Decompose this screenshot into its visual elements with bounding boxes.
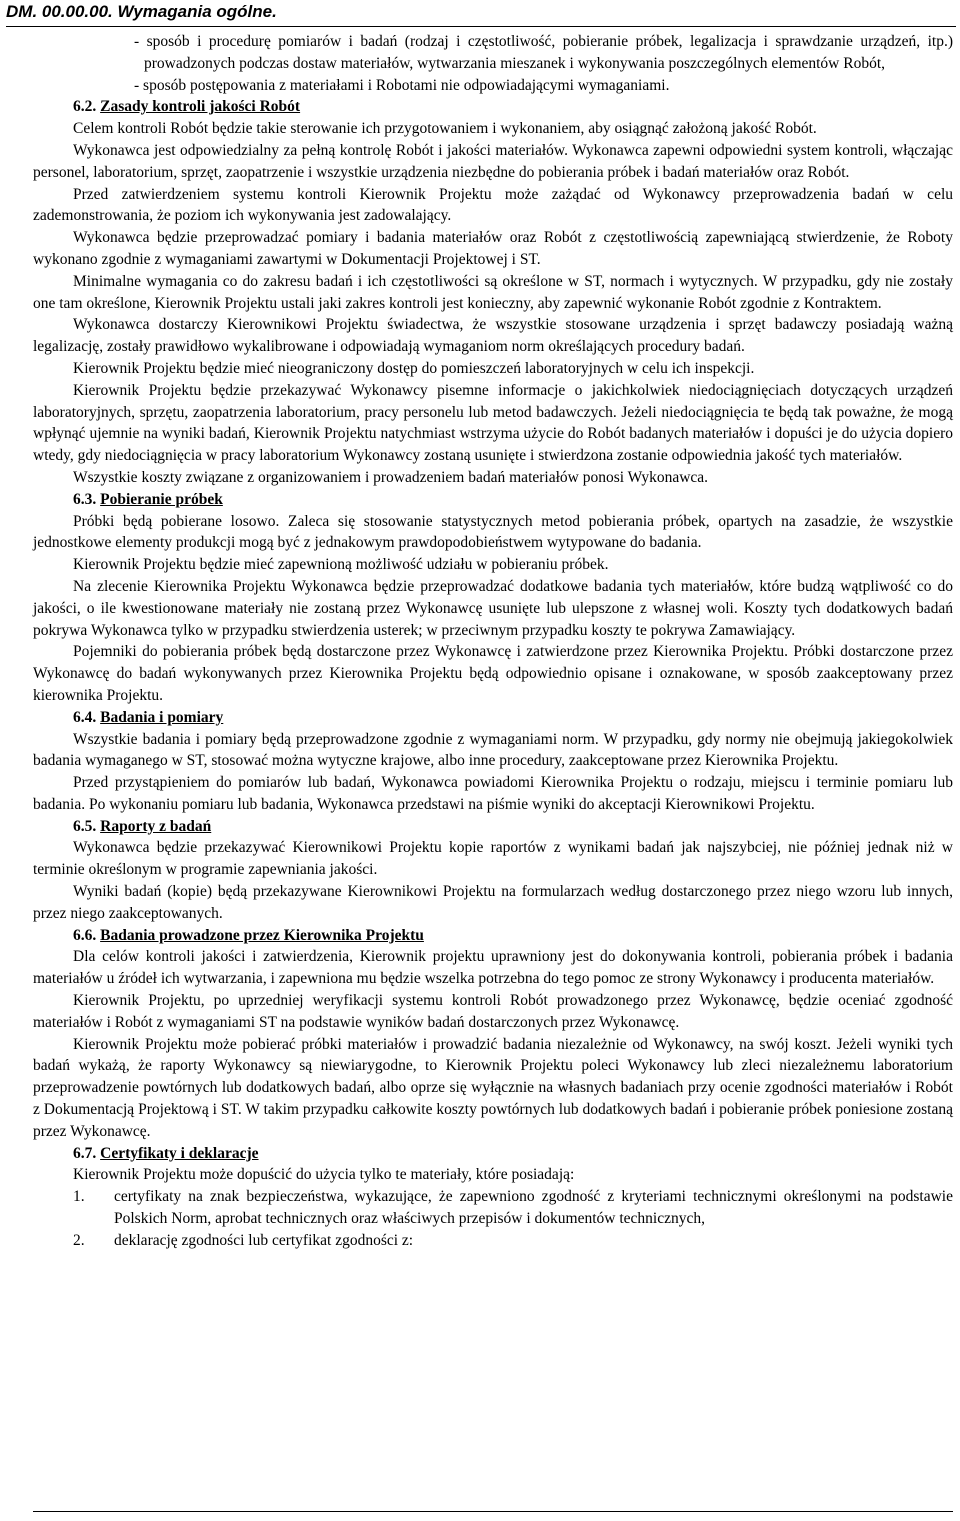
bullet-item: - sposób postępowania z materiałami i Robotami nie odpowiadającymi wymaganiami. xyxy=(134,76,670,94)
list-item xyxy=(33,1186,953,1230)
section-6-6 xyxy=(33,925,953,1143)
section-heading xyxy=(33,816,953,838)
section-6-2 xyxy=(33,96,953,488)
numbered-list xyxy=(33,1186,953,1251)
document-body xyxy=(33,31,953,1252)
section-6-5 xyxy=(33,816,953,925)
paragraph: Wszystkie badania i pomiary będą przeprowadzone zgodnie z wymaganiami norm. W przypadku, gdy normy nie obejmują jakiegokolwiek badania wymaganego w ST, stosować można wytyczne krajowe, albo inne procedury, zaakceptowane przez Kierownika Projektu. xyxy=(33,730,953,770)
section-title: Badania prowadzone przez Kierownika Projektu xyxy=(100,926,424,944)
paragraph: Próbki będą pobierane losowo. Zaleca się stosowanie statystycznych metod pobierania próbek, opartych na zasadzie, że wszystkie jednostkowe elementy produkcji mogą być z jednakowym prawdopodobieństwem wytypowane do badania. xyxy=(33,512,953,552)
section-title: Badania i pomiary xyxy=(100,708,224,726)
section-number: 6.4. xyxy=(73,708,97,726)
bullet-item: - sposób i procedurę pomiarów i badań (rodzaj i częstotliwość, pobieranie próbek, legalizacja i sprawdzanie urządzeń, itp.) prowadzonych podczas dostaw materiałów, wytwarzania mieszanek i wykonywania poszczególnych elementów Robót, xyxy=(134,33,953,72)
section-6-3 xyxy=(33,489,953,707)
paragraph: Kierownik Projektu może pobierać próbki materiałów i prowadzić badania niezależnie od Wykonawcy, na swój koszt. Jeżeli wyniki tych badań wykażą, że raporty Wykonawcy są niewiarygodne, to Kierownik Projektu poleci Wykonawcy lub zleci niezależnemu laboratorium przeprowadzenie powtórnych lub dodatkowych badań, albo oprze się wyłącznie na własnych badaniach przy ocenie zgodności materiałów i Robót z Dokumentacją Projektową i ST. W takim przypadku całkowite koszty powtórnych lub dodatkowych badań i pobieranie próbek poniesione zostaną przez Wykonawcę. xyxy=(33,1035,953,1140)
paragraph: Wykonawca jest odpowiedzialny za pełną kontrolę Robót i jakości materiałów. Wykonawca zapewni odpowiedni system kontroli, włączając personel, laboratorium, sprzęt, zaopatrzenie i wszystkie urządzenia niezbędne do pobierania próbek i badań materiałów oraz Robót. xyxy=(33,141,953,181)
section-heading xyxy=(33,925,953,947)
paragraph: Wszystkie koszty związane z organizowaniem i prowadzeniem badań materiałów ponosi Wykonawca. xyxy=(73,468,709,486)
section-6-4 xyxy=(33,707,953,816)
paragraph: Minimalne wymagania co do zakresu badań i ich częstotliwości są określone w ST, normach i wytycznych. W przypadku, gdy nie zostały one tam określone, Kierownik Projektu ustali jaki zakres kontroli jest konieczny, aby zapewnić wykonanie Robót zgodnie z Kontraktem. xyxy=(33,272,953,312)
section-6-7 xyxy=(33,1143,953,1252)
section-heading xyxy=(33,1143,953,1165)
paragraph: Wykonawca dostarczy Kierownikowi Projektu świadectwa, że wszystkie stosowane urządzenia i sprzęt badawczy posiadają ważną legalizację, zostały prawidłowo wykalibrowane i odpowiadają wymaganiom norm określających procedury badań. xyxy=(33,316,953,356)
section-number: 6.6. xyxy=(73,926,97,944)
section-number: 6.2. xyxy=(73,98,97,116)
list-item-text: certyfikaty na znak bezpieczeństwa, wykazujące, że zapewniono zgodność z kryteriami technicznymi określonymi na podstawie Polskich Norm, aprobat technicznych oraz właściwych przepisów i dokumentów technicznych, xyxy=(114,1188,953,1228)
section-title: Zasady kontroli jakości Robót xyxy=(100,98,301,116)
section-heading xyxy=(33,707,953,729)
list-item xyxy=(33,1230,953,1252)
paragraph: Dla celów kontroli jakości i zatwierdzenia, Kierownik projektu uprawniony jest do dokonywania kontroli, pobierania próbek i badania materiałów u źródeł ich wytwarzania, i zapewniona mu będzie wszelka potrzebna do tego pomoc ze strony Wykonawcy i producenta materiałów. xyxy=(33,948,953,988)
section-title: Pobieranie próbek xyxy=(100,490,223,508)
paragraph: Wykonawca będzie przekazywać Kierownikowi Projektu kopie raportów z wynikami badań jak najszybciej, nie później jednak niż w terminie określonym w programie zapewniania jakości. xyxy=(33,839,953,879)
section-heading xyxy=(33,489,953,511)
section-heading xyxy=(33,96,953,118)
bullet-list xyxy=(33,31,953,96)
page-header xyxy=(6,0,956,27)
paragraph: Kierownik Projektu będzie przekazywać Wykonawcy pisemne informacje o jakichkolwiek niedociągnięciach dotyczących urządzeń laboratoryjnych, sprzętu, zaopatrzenia laboratorium, pracy personelu lub metod badawczych. Jeżeli niedociągnięcia te będą tak poważne, że mogą wpłynąć ujemnie na wyniki badań, Kierownik Projektu natychmiast wstrzyma użycie do Robót badanych materiałów i dopuści je do użycia dopiero wtedy, gdy niedociągnięcia w pracy laboratorium Wykonawcy zostaną usunięte i stwierdzona zostanie odpowiednia jakość tych materiałów. xyxy=(33,381,953,465)
footer-divider xyxy=(33,1511,953,1512)
section-number: 6.5. xyxy=(73,817,97,835)
list-item-number: 2. xyxy=(73,1231,85,1249)
paragraph: Pojemniki do pobierania próbek będą dostarczone przez Wykonawcę i zatwierdzone przez Kierownika Projektu. Próbki dostarczone przez Wykonawcę do badań wykonywanych przez Kierownika Projektu będą odpowiednio opisane i oznakowane, w sposób zaakceptowany przez kierownika Projektu. xyxy=(33,643,953,704)
paragraph: Wykonawca będzie przeprowadzać pomiary i badania materiałów oraz Robót z częstotliwością zapewniającą stwierdzenie, że Roboty wykonano zgodnie z wymaganiami zawartymi w Dokumentacji Projektowej i ST. xyxy=(33,229,953,268)
paragraph: Kierownik Projektu będzie mieć nieograniczony dostęp do pomieszczeń laboratoryjnych w celu ich inspekcji. xyxy=(73,359,755,377)
paragraph: Kierownik Projektu, po uprzedniej weryfikacji systemu kontroli Robót prowadzonego przez Wykonawcę, będzie oceniać zgodność materiałów i Robót z wymaganiami ST na podstawie wyników badań dostarczonych przez Wykonawcę. xyxy=(33,992,953,1031)
section-number: 6.3. xyxy=(73,490,97,508)
paragraph: Na zlecenie Kierownika Projektu Wykonawca będzie przeprowadzać dodatkowe badania tych materiałów, które budzą wątpliwość co do jakości, o ile kwestionowane materiały nie zostaną przez Wykonawcę usunięte lub ulepszone z własnej woli. Koszty tych dodatkowych badań pokrywa Wykonawca tylko w przypadku stwierdzenia usterek; w przeciwnym przypadku koszty te pokrywa Zamawiający. xyxy=(33,577,953,639)
section-number: 6.7. xyxy=(73,1144,97,1162)
paragraph: Wyniki badań (kopie) będą przekazywane Kierownikowi Projektu na formularzach według dostarczonego przez niego wzoru lub innych, przez niego zaakceptowanych. xyxy=(33,883,953,922)
paragraph: Kierownik Projektu będzie mieć zapewnioną możliwość udziału w pobieraniu próbek. xyxy=(73,556,609,574)
section-title: Certyfikaty i deklaracje xyxy=(100,1144,259,1162)
list-item-number: 1. xyxy=(73,1188,85,1206)
paragraph: Przed przystąpieniem do pomiarów lub badań, Wykonawca powiadomi Kierownika Projektu o rodzaju, miejscu i terminie pomiaru lub badania. Po wykonaniu pomiaru lub badania, Wykonawca przedstawi na piśmie wyniki do akceptacji Kierownikowi Projektu. xyxy=(33,774,953,813)
section-title: Raporty z badań xyxy=(100,817,212,835)
list-item-text: deklarację zgodności lub certyfikat zgodności z: xyxy=(114,1231,414,1249)
header-title: DM. 00.00.00. Wymagania ogólne. xyxy=(6,2,277,21)
paragraph: Kierownik Projektu może dopuścić do użycia tylko te materiały, które posiadają: xyxy=(73,1166,575,1184)
paragraph: Celem kontroli Robót będzie takie sterowanie ich przygotowaniem i wykonaniem, aby osiągnąć założoną jakość Robót. xyxy=(73,120,817,138)
paragraph: Przed zatwierdzeniem systemu kontroli Kierownik Projektu może zażądać od Wykonawcy przeprowadzenia badań w celu zademonstrowania, że poziom ich wykonywania jest zadowalający. xyxy=(33,185,953,225)
